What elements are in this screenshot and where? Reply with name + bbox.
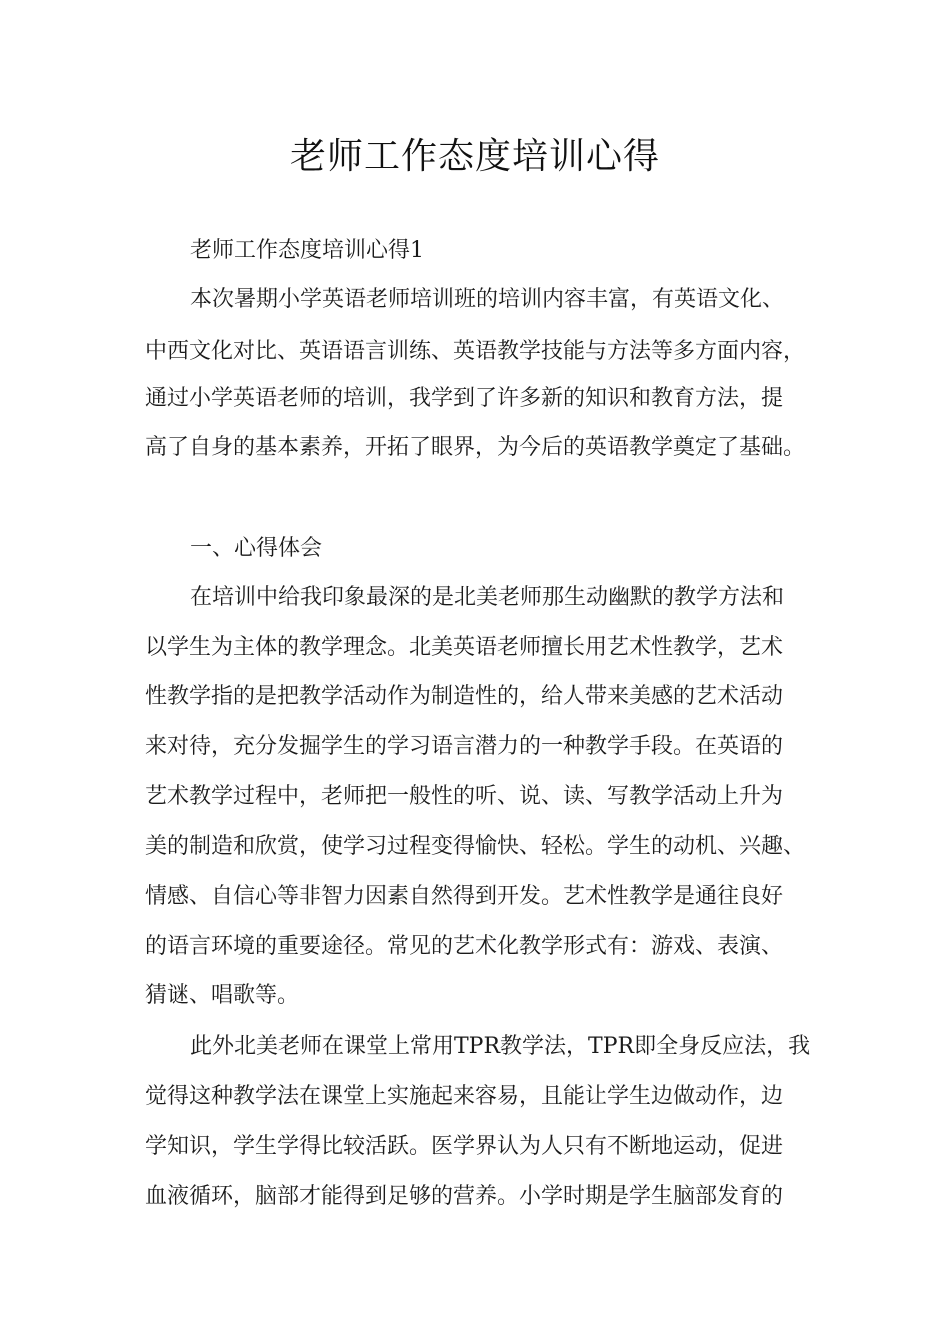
paragraph-line: 在培训中给我印象最深的是北美老师那生动幽默的教学方法和 [190,585,785,610]
paragraph-line: 学知识，学生学得比较活跃。医学界认为人只有不断地运动，促进 [145,1134,784,1159]
paragraph-line: 以学生为主体的教学理念。北美英语老师擅长用艺术性教学，艺术 [145,635,784,660]
paragraph-line: 觉得这种教学法在课堂上实施起来容易，且能让学生边做动作，边 [145,1084,784,1109]
paragraph-line: 来对待，充分发掘学生的学习语言潜力的一种教学手段。在英语的 [145,734,784,759]
paragraph-line: 此外北美老师在课堂上常用TPR教学法，TPR即全身反应法，我 [190,1034,811,1059]
paragraph-line: 本次暑期小学英语老师培训班的培训内容丰富，有英语文化、 [190,287,785,312]
paragraph-line: 性教学指的是把教学活动作为制造性的，给人带来美感的艺术活动 [145,684,784,709]
paragraph-line: 通过小学英语老师的培训，我学到了许多新的知识和教育方法，提 [145,386,784,411]
paragraph-line: 猜谜、唱歌等。 [145,983,300,1008]
section-heading: 一、心得体会 [190,536,323,561]
section-heading: 老师工作态度培训心得1 [190,238,424,263]
paragraph-line: 美的制造和欣赏，使学习过程变得愉快、轻松。学生的动机、兴趣、 [145,834,806,859]
paragraph-line: 的语言环境的重要途径。常见的艺术化教学形式有：游戏、表演、 [145,934,784,959]
paragraph-line: 高了自身的基本素养，开拓了眼界，为今后的英语教学奠定了基础。 [145,435,806,460]
paragraph-line: 情感、自信心等非智力因素自然得到开发。艺术性教学是通往良好 [145,884,784,909]
paragraph-line: 中西文化对比、英语语言训练、英语教学技能与方法等多方面内容， [145,339,806,364]
page-title: 老师工作态度培训心得 [289,136,660,177]
paragraph-line: 血液循环，脑部才能得到足够的营养。小学时期是学生脑部发育的 [145,1184,784,1209]
paragraph-line: 艺术教学过程中，老师把一般性的听、说、读、写教学活动上升为 [145,784,784,809]
